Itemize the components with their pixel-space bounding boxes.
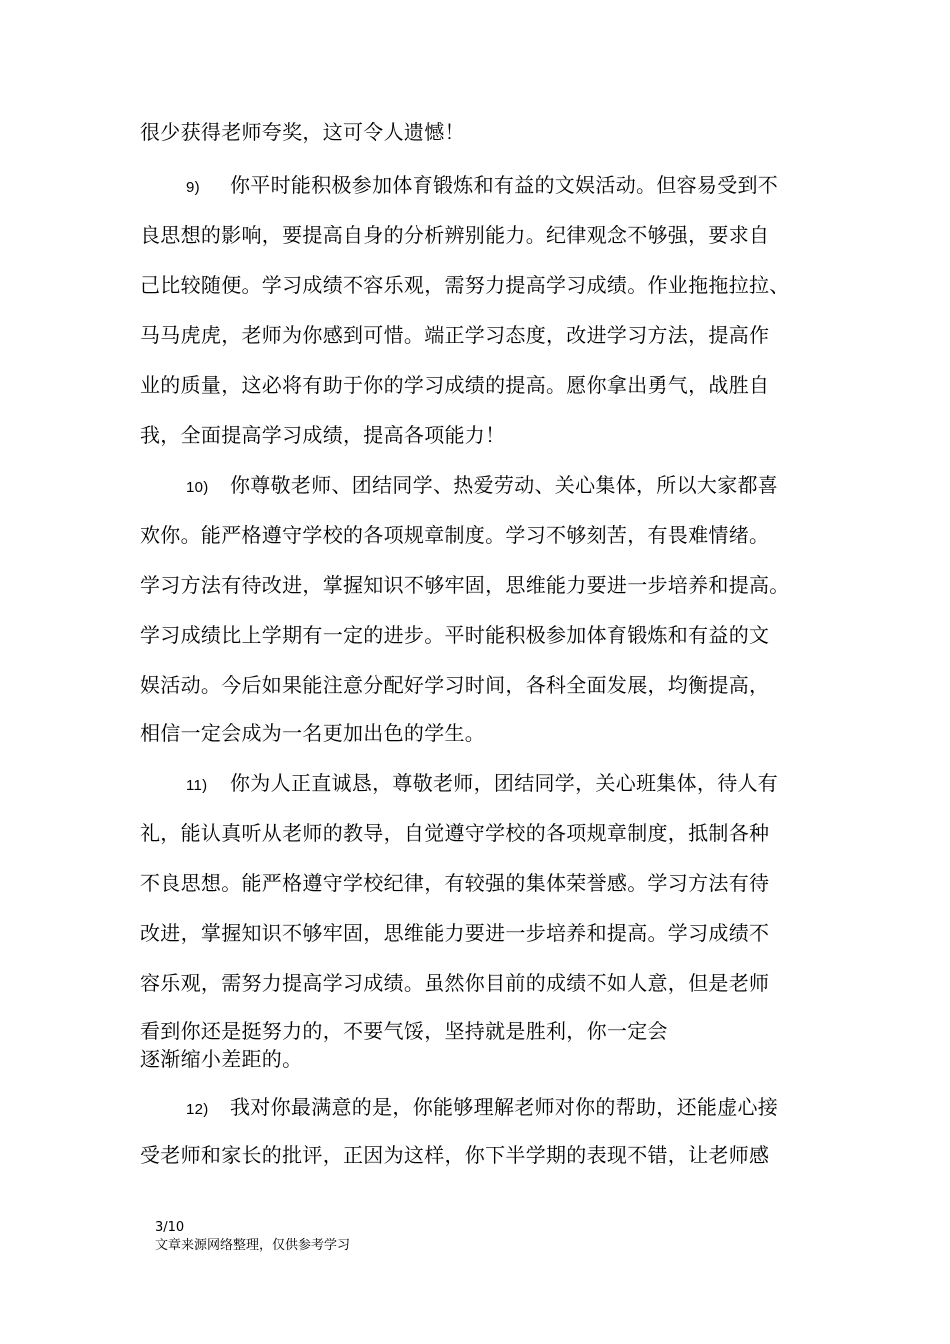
text-line: 不良思想。能严格遵守学校纪律，有较强的集体荣誉感。学习方法有待: [140, 871, 770, 895]
text-line: 容乐观，需努力提高学习成绩。虽然你目前的成绩不如人意，但是老师: [140, 971, 770, 995]
text-line: 你平时能积极参加体育锻炼和有益的文娱活动。但容易受到不: [230, 173, 779, 197]
text-line: 欢你。能严格遵守学校的各项规章制度。学习不够刻苦，有畏难情绪。: [140, 523, 770, 547]
text-line: 马马虎虎，老师为你感到可惜。端正学习态度，改进学习方法，提高作: [140, 323, 770, 347]
text-line: 很少获得老师夸奖，这可令人遗憾！: [140, 120, 465, 144]
text-line: 改进，掌握知识不够牢固，思维能力要进一步培养和提高。学习成绩不: [140, 921, 770, 945]
text-line: 学习方法有待改进，掌握知识不够牢固，思维能力要进一步培养和提高。: [140, 573, 790, 597]
text-line: 良思想的影响，要提高自身的分析辨别能力。纪律观念不够强，要求自: [140, 223, 770, 247]
text-line: 受老师和家长的批评，正因为这样，你下半学期的表现不错，让老师感: [140, 1143, 770, 1167]
text-line: 看到你还是挺努力的，不要气馁，坚持就是胜利，你一定会: [140, 1019, 668, 1043]
item-number: 11): [186, 777, 208, 794]
footer-note: 文章来源网络整理，仅供参考学习: [155, 1238, 351, 1253]
text-line: 你为人正直诚恳，尊敬老师，团结同学，关心班集体，待人有: [230, 771, 779, 795]
item-11-first-line: [186, 770, 778, 799]
item-12-first-line: [186, 1094, 778, 1123]
item-number: 12): [186, 1101, 209, 1118]
text-line: 你尊敬老师、团结同学、热爱劳动、关心集体，所以大家都喜: [230, 473, 779, 497]
text-line: 我对你最满意的是，你能够理解老师对你的帮助，还能虚心接: [230, 1095, 779, 1119]
item-10-first-line: [186, 472, 778, 501]
text-line: 业的质量，这必将有助于你的学习成绩的提高。愿你拿出勇气，战胜自: [140, 373, 770, 397]
text-line: 礼，能认真听从老师的教导，自觉遵守学校的各项规章制度，抵制各种: [140, 821, 770, 845]
item-number: 9): [186, 179, 200, 196]
text-line: 己比较随便。学习成绩不容乐观，需努力提高学习成绩。作业拖拖拉拉、: [140, 273, 790, 297]
text-line: 娱活动。今后如果能注意分配好学习时间，各科全面发展，均衡提高，: [140, 673, 770, 697]
text-line: 逐渐缩小差距的。: [140, 1047, 303, 1071]
text-line: 学习成绩比上学期有一定的进步。平时能积极参加体育锻炼和有益的文: [140, 623, 770, 647]
item-9-first-line: [186, 172, 778, 201]
page-number: 3/10: [155, 1220, 185, 1235]
text-line: 我，全面提高学习成绩，提高各项能力！: [140, 423, 506, 447]
text-line: 相信一定会成为一名更加出色的学生。: [140, 721, 486, 745]
item-number: 10): [186, 479, 209, 496]
